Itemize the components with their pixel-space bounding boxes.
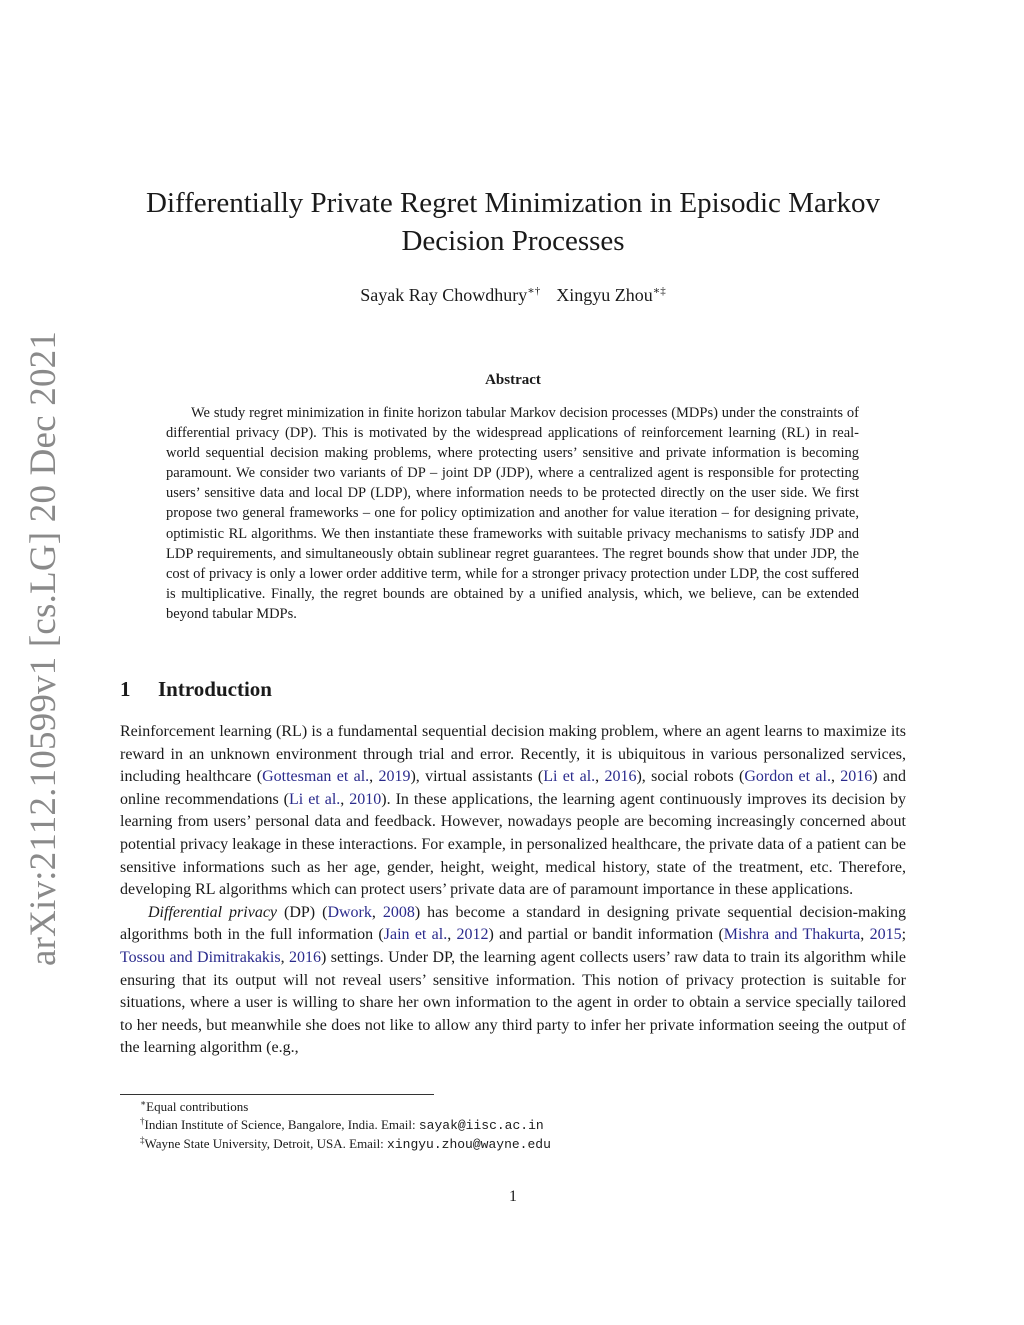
page-number: 1 — [509, 1188, 517, 1205]
author-affiliation-marks: ∗† — [527, 285, 541, 297]
citation-link[interactable]: Li et al. — [289, 790, 341, 808]
citation-link[interactable]: Li et al. — [543, 768, 596, 786]
introduction-body — [120, 721, 906, 1060]
citation-link[interactable]: Mishra and Thakurta — [723, 926, 861, 944]
citation-link[interactable]: Dwork — [327, 903, 372, 921]
citation-year-link[interactable]: 2016 — [840, 768, 873, 786]
footnote: †Indian Institute of Science, Bangalore, India. Email: sayak@iisc.ac.in — [140, 1116, 544, 1133]
footnote: ∗Equal contributions — [140, 1098, 249, 1114]
section-title: Introduction — [158, 677, 272, 701]
citation-year-link[interactable]: 2016 — [289, 948, 322, 966]
author-name: Sayak Ray Chowdhury — [360, 285, 528, 305]
citation-year-link[interactable]: 2019 — [378, 768, 411, 786]
footnotes — [140, 1098, 906, 1154]
citation-year-link[interactable]: 2015 — [869, 926, 902, 944]
arxiv-side-stamp — [22, 330, 66, 966]
arxiv-identifier: arXiv:2112.10599v1 [cs.LG] 20 Dec 2021 — [23, 330, 65, 966]
footnote: ‡Wayne State University, Detroit, USA. Email: xingyu.zhou@wayne.edu — [140, 1135, 551, 1152]
author-list — [120, 283, 906, 307]
citation-link[interactable]: Gordon et al. — [744, 768, 831, 786]
paragraph: Differential privacy (DP) (Dwork, 2008) has become a standard in designing private sequential decision-making algorithms both in the full information (Jain et al., 2012) and partial or bandit information (Mishra and Thakurta, 2015; Tossou and Dimitrakakis, 2016) settings. Under DP, the learning agent collects users’ raw data to train its algorithm while ensuring that its output will not reveal users’ sensitive information. This notion of privacy protection is suitable for situations, where a user is willing to share her own information to the agent in order to obtain a service specially tailored to her needs, but meanwhile she does not like to allow any third party to infer her private information seeing the output of the learning algorithm (e.g., — [120, 903, 907, 1057]
abstract-heading: Abstract — [485, 372, 541, 388]
section-number: 1 — [120, 677, 131, 701]
citation-year-link[interactable]: 2008 — [382, 903, 415, 921]
paragraph: Reinforcement learning (RL) is a fundamental sequential decision making problem, where an agent learns to maximize its reward in an unknown environment through trial and error. Recently, it is ubiquitous in various personalized services, including healthcare (Gottesman et al., 2019), virtual assistants (Li et al., 2016), social robots (Gordon et al., 2016) and online recommendations (Li et al., 2010). In these applications, the learning agent continuously improves its decision by learning from users’ personal data and feedback. However, nowadays people are becoming increasingly concerned about potential privacy leakage in these interactions. For example, in personalized healthcare, the private data of a patient can be sensitive informations such as her age, gender, height, weight, medical history, state of the treatment, etc. Therefore, developing RL algorithms which can protect users’ private data are of paramount importance in these applications. — [120, 723, 907, 899]
section-heading — [120, 675, 272, 703]
citation-link[interactable]: Tossou and Dimitrakakis — [120, 948, 281, 966]
text-run: Reinforcement learning (RL) is a fundamental sequential decision making problem, where an agent learns to maximize its reward in an unknown environment through trial and error. Recently, it is ubiquitous in various personalized services, including healthcare ( — [120, 723, 906, 786]
footnote-divider — [120, 1094, 434, 1095]
citation-link[interactable]: Gottesman et al. — [262, 768, 370, 786]
abstract-text: We study regret minimization in finite horizon tabular Markov decision processes (MDPs) under the constraints of differential privacy (DP). This is motivated by the widespread applications of reinforcement learning (RL) in real-world sequential decision making problems, where protecting users’ sensitive and private information is becoming paramount. We consider two variants of DP – joint DP (JDP), where a centralized agent is responsible for protecting users’ sensitive data and local DP (LDP), where information needs to be protected directly on the user side. We first propose two general frameworks – one for policy optimization and another for value iteration – for designing private, optimistic RL algorithms. We then instantiate these frameworks with suitable privacy mechanisms to satisfy JDP and LDP requirements, and simultaneously obtain sublinear regret guarantees. The regret bounds show that under JDP, the cost of privacy is only a lower order additive term, while for a stronger privacy protection under LDP, the cost suffered is multiplicative. Finally, the regret bounds are obtained by a unified analysis, which, we believe, can be extended beyond tabular MDPs. — [166, 405, 859, 622]
author-name: Xingyu Zhou — [556, 285, 653, 305]
paper-title: Differentially Private Regret Minimization in Episodic Markov Decision Processes — [146, 187, 880, 257]
email-address: sayak@iisc.ac.in — [418, 1118, 544, 1133]
citation-year-link[interactable]: 2016 — [604, 768, 637, 786]
author-affiliation-marks: ∗‡ — [652, 285, 666, 297]
citation-link[interactable]: Jain et al. — [383, 926, 448, 944]
email-address: xingyu.zhou@wayne.edu — [387, 1137, 551, 1152]
citation-year-link[interactable]: 2012 — [456, 926, 489, 944]
emphasis-term: Differential privacy — [148, 903, 278, 921]
citation-year-link[interactable]: 2010 — [349, 790, 382, 808]
